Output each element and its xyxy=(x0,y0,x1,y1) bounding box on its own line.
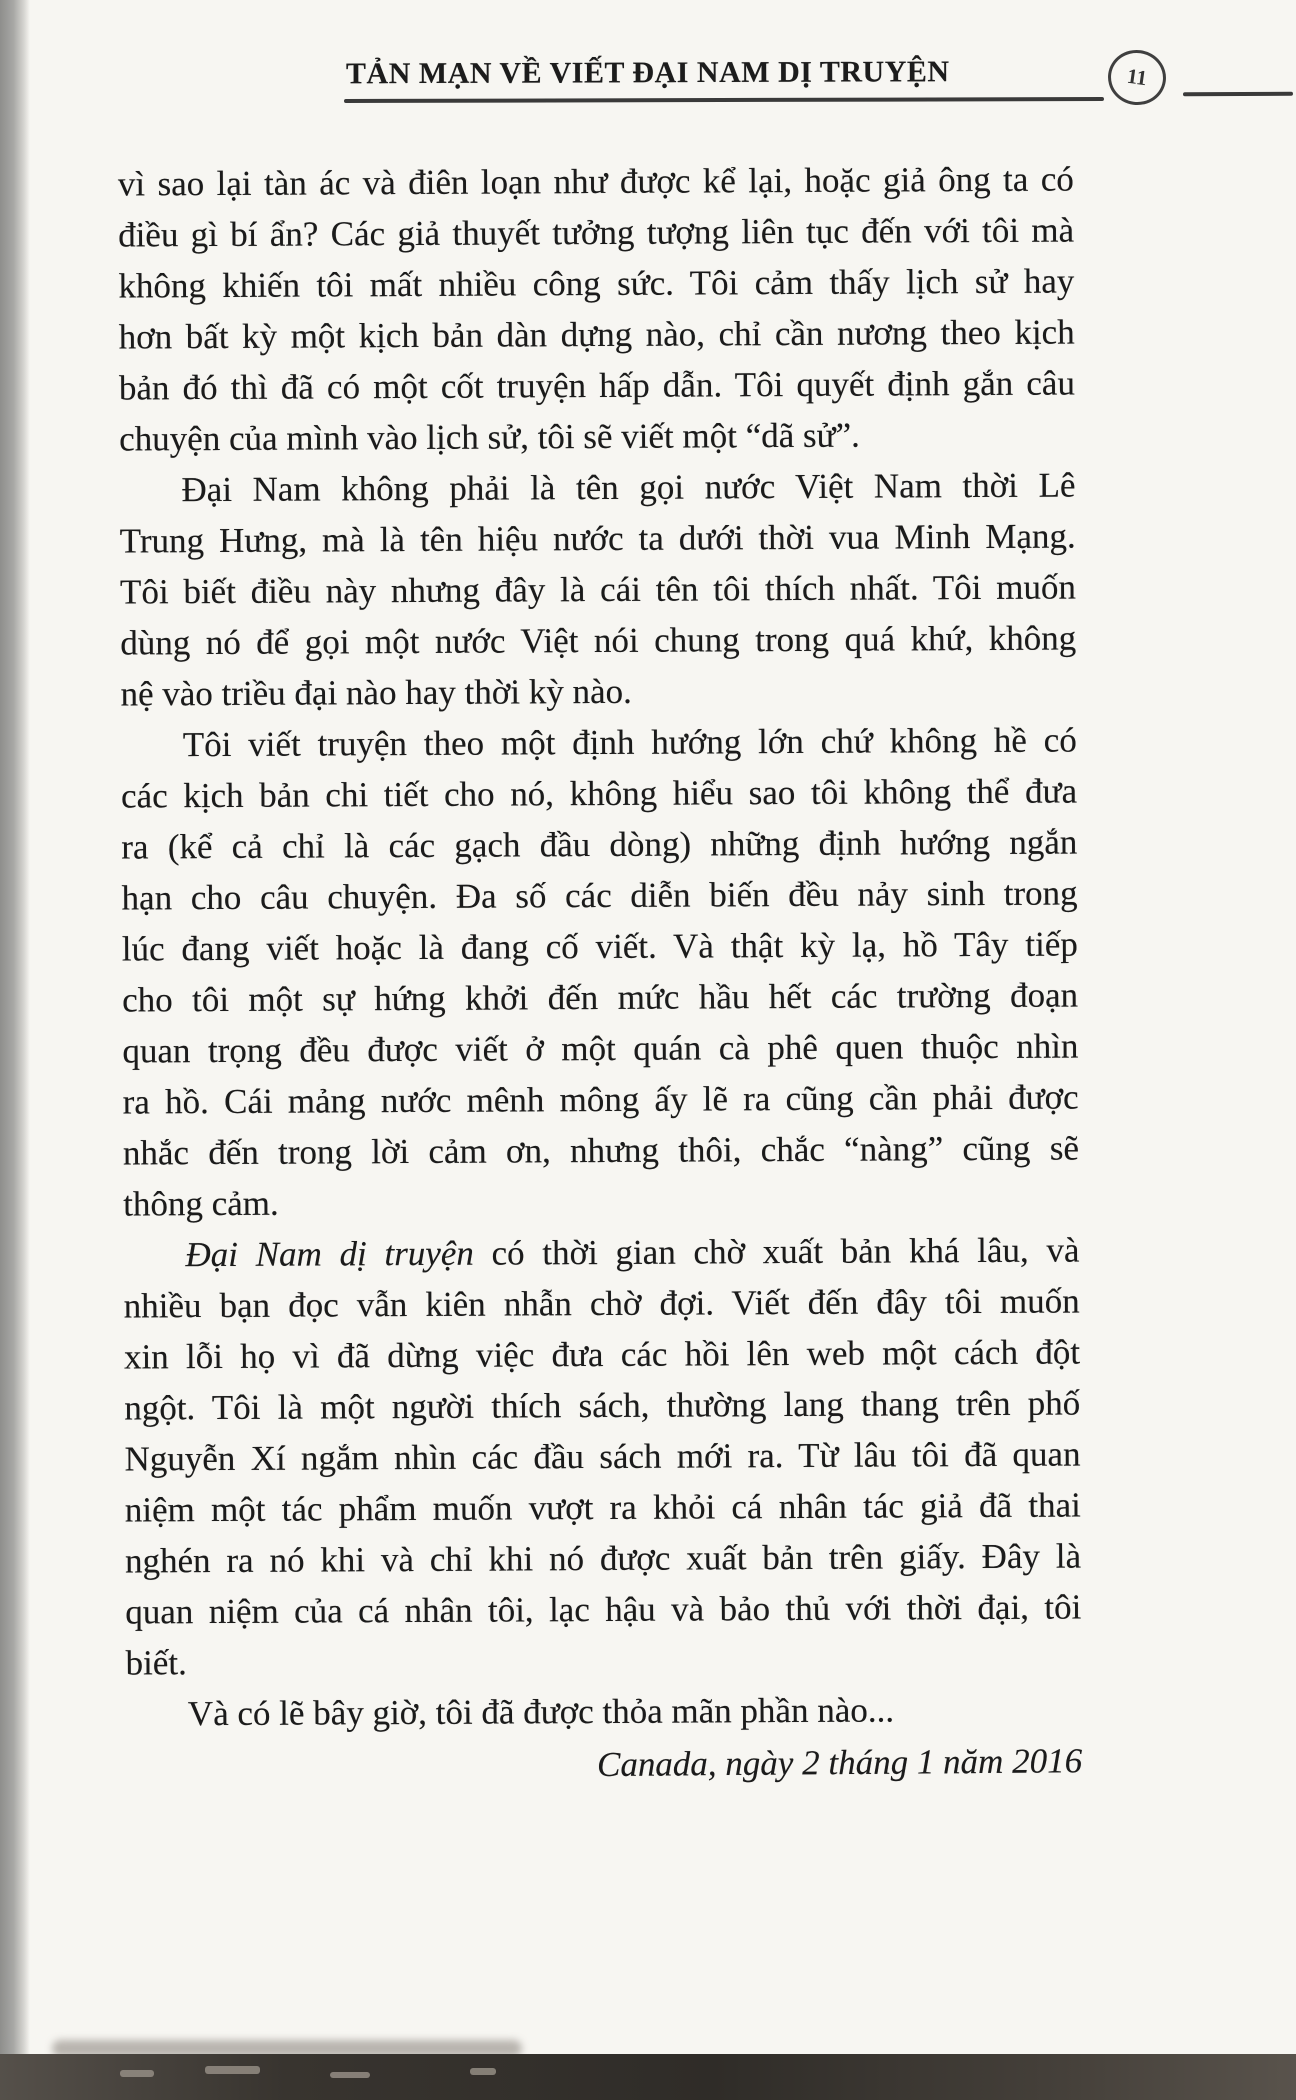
body-text xyxy=(118,154,1082,1740)
scan-edge-bottom xyxy=(0,2054,1296,2100)
text-line: dùng nó để gọi một nước Việt nói chung trong quá khứ, không xyxy=(120,618,1077,663)
scan-speck xyxy=(205,2066,260,2074)
text-run: có thời gian chờ xuất bản khá lâu, và xyxy=(473,1230,1080,1273)
text-line: nhiều bạn đọc vẫn kiên nhẫn chờ đợi. Viết đến đây tôi muốn xyxy=(123,1281,1080,1326)
header-rule-left xyxy=(344,97,1104,103)
text-line: quan trọng đều được viết ở một quán cà phê quen thuộc nhìn xyxy=(122,1026,1079,1071)
header-rule-right xyxy=(1183,92,1293,97)
text-line: chuyện của mình vào lịch sử, tôi sẽ viết một “dã sử”. xyxy=(119,415,860,459)
book-title-italic: Đại Nam dị truyện xyxy=(185,1233,474,1275)
text-line: điều gì bí ẩn? Các giả thuyết tưởng tượng liên tục đến với tôi mà xyxy=(118,210,1075,255)
text-line: Nguyễn Xí ngắm nhìn các đầu sách mới ra. Từ lâu tôi đã quan xyxy=(124,1434,1081,1479)
text-line: ngột. Tôi là một người thích sách, thường lang thang trên phố xyxy=(124,1383,1081,1428)
text-line: bản đó thì đã có một cốt truyện hấp dẫn. Tôi quyết định gắn câu xyxy=(118,363,1076,408)
body-text-block xyxy=(118,154,1083,1793)
text-line: nghén ra nó khi và chỉ khi nó được xuất bản trên giấy. Đây là xyxy=(124,1536,1082,1581)
text-line: thông cảm. xyxy=(123,1183,279,1224)
text-line: Tôi biết điều này nhưng đây là cái tên tôi thích nhất. Tôi muốn xyxy=(119,567,1077,612)
text-line: nhắc đến trong lời cảm ơn, nhưng thôi, chắc “nàng” cũng sẽ xyxy=(122,1128,1080,1173)
page-number-badge xyxy=(1104,46,1169,109)
text-line: xin lỗi họ vì đã dừng việc đưa các hồi lên web một cách đột xyxy=(123,1332,1081,1377)
text-line: vì sao lại tàn ác và điên loạn như được kể lại, hoặc giả ông ta có xyxy=(117,159,1074,204)
scan-speck xyxy=(470,2068,496,2075)
text-line: Trung Hưng, mà là tên hiệu nước ta dưới thời vua Minh Mạng. xyxy=(119,516,1076,561)
text-line: ra (kể cả chỉ là các gạch đầu dòng) những định hướng ngắn xyxy=(121,822,1078,867)
text-line: biết. xyxy=(125,1643,187,1683)
text-line: Đại Nam không phải là tên gọi nước Việt Nam thời Lê xyxy=(181,465,1076,510)
text-line xyxy=(123,1224,1079,1280)
text-line: các kịch bản chi tiết cho nó, không hiểu sao tôi không thể đưa xyxy=(120,771,1078,816)
text-line: niệm một tác phẩm muốn vượt ra khỏi cá nhân tác giả đã thai xyxy=(124,1485,1081,1530)
text-line: Tôi viết truyện theo một định hướng lớn chứ không hề có xyxy=(182,720,1077,765)
text-line: không khiến tôi mất nhiều công sức. Tôi cảm thấy lịch sử hay xyxy=(118,261,1075,306)
scan-speck xyxy=(120,2070,154,2077)
text-line: cho tôi một sự hứng khởi đến mức hầu hết các trường đoạn xyxy=(122,975,1079,1020)
scan-edge-left xyxy=(0,0,30,2100)
text-line: hơn bất kỳ một kịch bản dàn dựng nào, chỉ cần nương theo kịch xyxy=(118,312,1075,357)
text-line: ra hồ. Cái mảng nước mênh mông ấy lẽ ra cũng cần phải được xyxy=(122,1077,1079,1122)
signature-line: Canada, ngày 2 tháng 1 năm 2016 xyxy=(596,1741,1083,1785)
running-header-title: TẢN MẠN VỀ VIẾT ĐẠI NAM DỊ TRUYỆN xyxy=(345,55,950,91)
text-line: Và có lẽ bây giờ, tôi đã được thỏa mãn phần nào... xyxy=(187,1690,895,1734)
scan-speck xyxy=(330,2072,370,2078)
text-line: lúc đang viết hoặc là đang cố viết. Và thật kỳ lạ, hồ Tây tiếp xyxy=(121,924,1078,969)
text-line: nệ vào triều đại nào hay thời kỳ nào. xyxy=(120,671,632,714)
text-line: quan niệm của cá nhân tôi, lạc hậu và bảo thủ với thời đại, tôi xyxy=(125,1587,1082,1632)
page-number: 11 xyxy=(1125,63,1149,91)
text-line: hạn cho câu chuyện. Đa số các diễn biến đều nảy sinh trong xyxy=(121,873,1078,918)
